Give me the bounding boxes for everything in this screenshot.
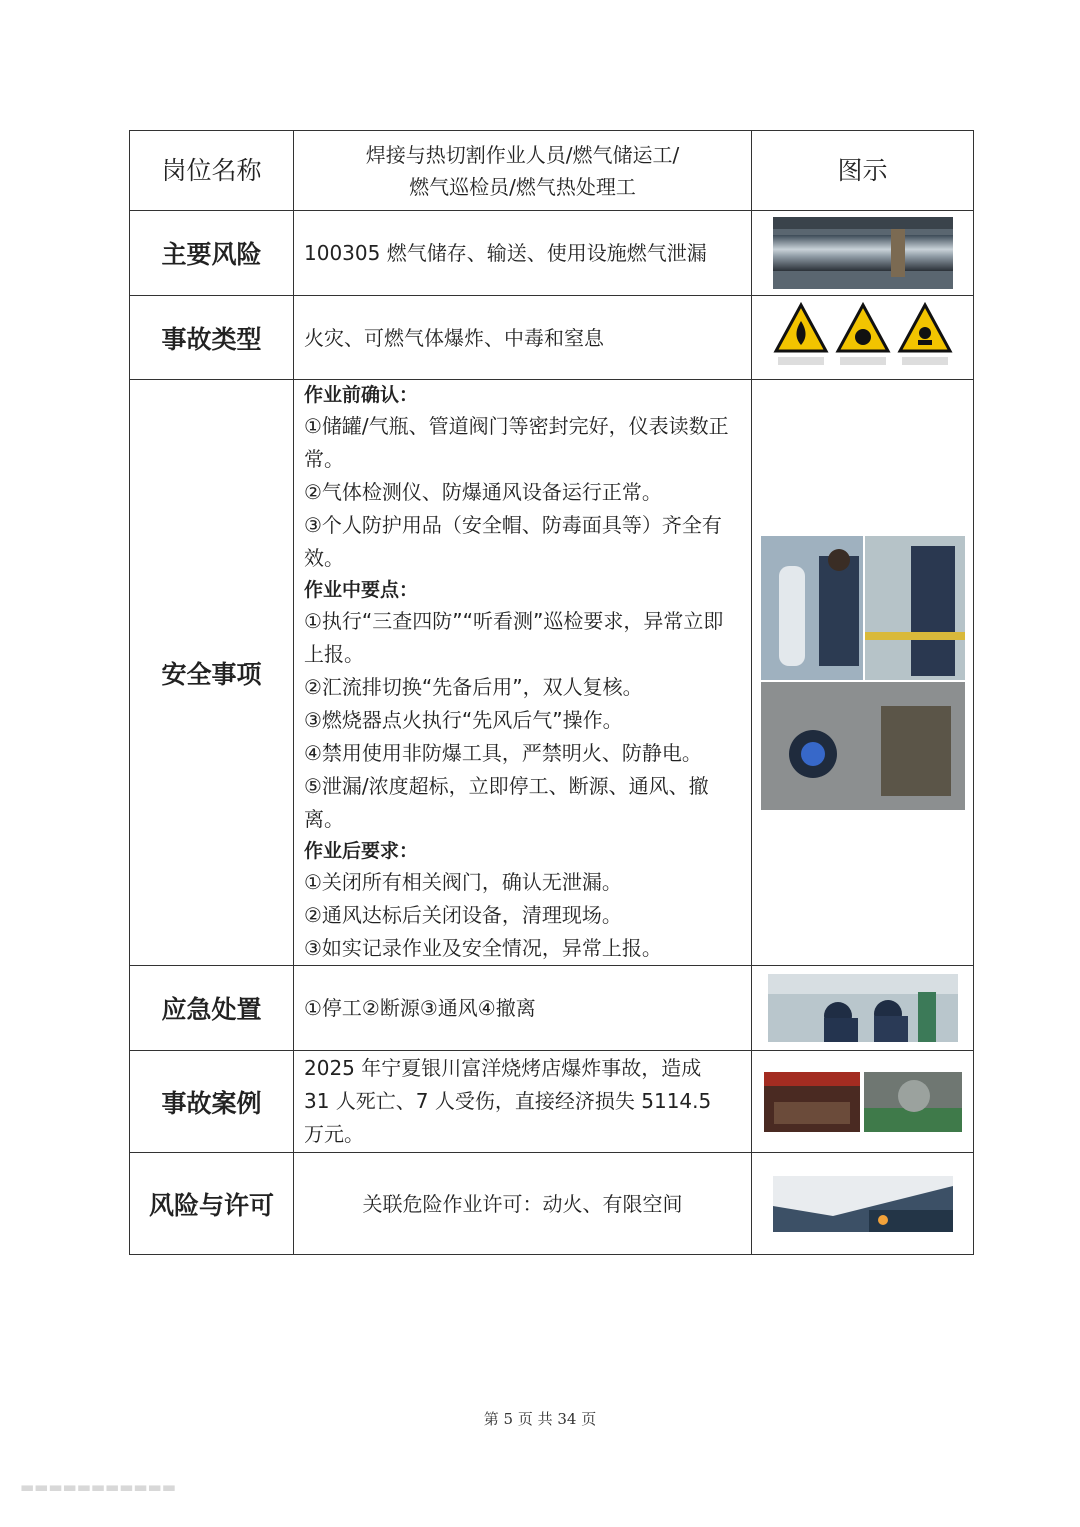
row-accident-type	[130, 296, 974, 380]
before-item: 常。	[304, 447, 344, 471]
before-title: 作业前确认：	[304, 384, 419, 406]
during-item: ④禁用使用非防爆工具，严禁明火、防静电。	[304, 741, 702, 765]
label-main-risk: 主要风险	[130, 211, 294, 296]
label-emergency: 应急处置	[130, 966, 294, 1051]
pipe-photo	[773, 217, 953, 289]
accident-case-photos	[764, 1072, 962, 1132]
before-item: 效。	[304, 546, 344, 570]
after-title: 作业后要求：	[304, 840, 419, 862]
case-line: 31 人死亡、7 人受伤，直接经济损失 5114.5	[304, 1089, 712, 1113]
safety-photo-collage	[761, 536, 965, 810]
poison-warning-icon	[900, 305, 950, 365]
before-item: ②气体检测仪、防爆通风设备运行正常。	[304, 480, 662, 504]
during-item: ③燃烧器点火执行“先风后气”操作。	[304, 708, 623, 732]
hazard-table	[129, 130, 974, 1255]
during-item: 上报。	[304, 642, 364, 666]
text-accident-type: 火灾、可燃气体爆炸、中毒和窒息	[294, 296, 752, 380]
table-header-row	[130, 131, 974, 211]
label-safety: 安全事项	[130, 380, 294, 966]
row-main-risk	[130, 211, 974, 296]
faint-watermark: ▬▬▬▬▬▬▬▬▬▬▬	[20, 1478, 176, 1496]
before-item: ③个人防护用品（安全帽、防毒面具等）齐全有	[304, 513, 722, 537]
before-item: ①储罐/气瓶、管道阀门等密封完好，仪表读数正	[304, 414, 729, 438]
fire-warning-icon	[776, 305, 826, 365]
after-item: ③如实记录作业及安全情况，异常上报。	[304, 936, 662, 960]
emergency-photo	[768, 974, 958, 1042]
row-emergency	[130, 966, 974, 1051]
label-case: 事故案例	[130, 1051, 294, 1153]
text-case	[294, 1051, 752, 1153]
header-post-name: 岗位名称	[130, 131, 294, 211]
explosion-warning-icon	[838, 305, 888, 365]
during-title: 作业中要点：	[304, 579, 419, 601]
header-illustration: 图示	[752, 131, 974, 211]
text-permit: 关联危险作业许可：动火、有限空间	[294, 1153, 752, 1255]
during-item: ⑤泄漏/浓度超标，立即停工、断源、通风、撤离。	[304, 774, 709, 831]
header-post-line1: 焊接与热切割作业人员/燃气储运工/	[365, 142, 680, 167]
safety-content	[294, 380, 752, 966]
case-line: 2025 年宁夏银川富洋烧烤店爆炸事故，造成	[304, 1056, 702, 1080]
after-item: ②通风达标后关闭设备，清理现场。	[304, 903, 622, 927]
header-post-value	[294, 131, 752, 211]
label-permit: 风险与许可	[130, 1153, 294, 1255]
after-item: ①关闭所有相关阀门，确认无泄漏。	[304, 870, 622, 894]
text-main-risk: 100305 燃气储存、输送、使用设施燃气泄漏	[294, 211, 752, 296]
case-line: 万元。	[304, 1122, 364, 1146]
text-emergency: ①停工②断源③通风④撤离	[294, 966, 752, 1051]
during-item: ②汇流排切换“先备后用”，双人复核。	[304, 675, 643, 699]
row-case	[130, 1051, 974, 1153]
row-permit	[130, 1153, 974, 1255]
header-post-line2: 燃气巡检员/燃气热处理工	[409, 174, 636, 199]
permit-photo	[773, 1176, 953, 1232]
label-accident-type: 事故类型	[130, 296, 294, 380]
during-item: ①执行“三查四防”“听看测”巡检要求，异常立即	[304, 609, 724, 633]
page-footer: 第 5 页 共 34 页	[483, 1410, 597, 1428]
warning-signs-icon	[770, 301, 956, 375]
row-safety	[130, 380, 974, 966]
